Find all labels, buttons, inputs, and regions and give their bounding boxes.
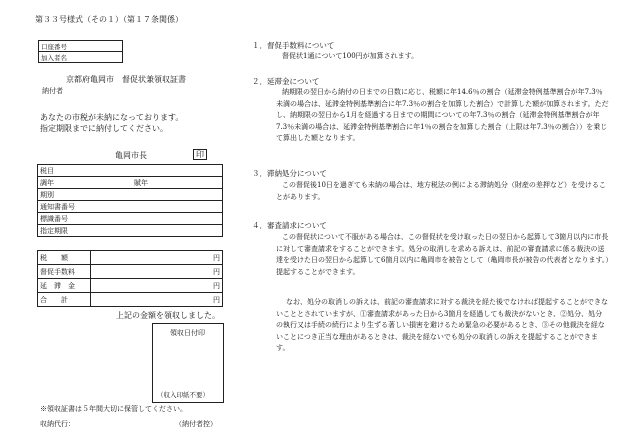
stamp-note: （収入印紙不要） <box>157 391 209 399</box>
table-row: 合 計 円 <box>38 293 223 307</box>
note1-heading: １．督促手数料について <box>252 41 335 50</box>
agent-label: 収納代行： <box>40 420 75 428</box>
table-row: 通知書番号 <box>38 201 223 213</box>
payer-label: 納付者 <box>42 87 63 95</box>
table-row: 督促手数料 円 <box>38 265 223 279</box>
note4-body: この督促状について不服がある場合は、この督促状を受け取った日の翌日から起算して3箇月以内に市長に対して審査請求をすることができます。処分の取消しを求める訴えは、前記の審査請求に係る裁決の送達を受けた日の翌日から起算して6箇月以内に亀岡市を被告として（亀岡市長が被告の代表者となります。）提起することができます。 <box>276 233 609 276</box>
mayor-name: 亀岡市長 <box>115 151 147 160</box>
note1-body: 督促状1通について100円が加算されます。 <box>282 52 419 60</box>
mayor-seal: 印 <box>193 149 207 160</box>
receipt-stamp-box <box>152 323 224 403</box>
subscriber-label: 加入者名 <box>39 52 123 63</box>
message-line2: 指定期限までに納付してください。 <box>40 124 168 133</box>
note3-body: この督促後10日を過ぎても未納の場合は、地方税法の例による滞納処分（財産の差押など）を受けることがあります。 <box>276 181 606 201</box>
note4-body2: なお、処分の取消しの訴えは、前記の審査請求に対する裁決を経た後でなければ提起することができないこととされていますが、①審査請求があった日から3箇月を経過しても裁決がないとき、②処分、処分の執行又は手続の続行により生ずる著しい損害を避けるため緊急の必要があるとき、③その他裁決を経ないことにつき正当な理由があるときは、裁決を経ないでも処分の取消しの訴えを提起することができます。 <box>276 298 608 352</box>
account-label: 口座番号 <box>39 41 123 52</box>
stamp-title: 領収日付印 <box>170 329 205 337</box>
note4-heading: ４．審査請求について <box>252 221 327 230</box>
table-row: 税 額 円 <box>38 251 223 265</box>
table-row: 期別 <box>38 189 223 201</box>
message-line1: あなたの市税が未納になっております。 <box>40 113 184 122</box>
form-title: 京都府亀岡市 督促状兼領収証書 <box>66 75 186 84</box>
account-box <box>38 40 123 63</box>
agent-right: （納付者控） <box>175 420 217 428</box>
table-row: 税目 <box>38 165 223 177</box>
note2-heading: ２．延滞金について <box>252 77 320 86</box>
info-table <box>37 164 223 237</box>
amount-table <box>37 250 223 307</box>
table-row: 調年 賦年 <box>38 177 223 189</box>
note2-body: 納期限の翌日から納付の日までの日数に応じ、税額に年14.6％の割合（延滞金特例基準割合が年7.3％未満の場合は、延滞金特例基準割合に年7.3％の割合を加算した割合）で計算した額が加算されます。ただし、納期限の翌日から1月を経過する日までの期間についての年7.3％の割合（延滞金特例基準割合が年7.3％未満の場合は、延滞金特例基準割合に年1％の割合を加算した割合（上限は年7.3％の割合））を乗じて算出した額となります。 <box>276 88 609 142</box>
received-note: 上記の金額を領収しました。 <box>116 311 220 320</box>
table-row: 標識番号 <box>38 213 223 225</box>
table-row: 指定期限 <box>38 225 223 237</box>
note3-heading: ３．滞納処分について <box>252 169 327 178</box>
table-row: 延 滞 金 円 <box>38 279 223 293</box>
keep-note: ※領収証書は５年間大切に保管してください。 <box>40 405 187 413</box>
form-number: 第３３号様式（その１）（第１７条関係） <box>35 15 183 24</box>
